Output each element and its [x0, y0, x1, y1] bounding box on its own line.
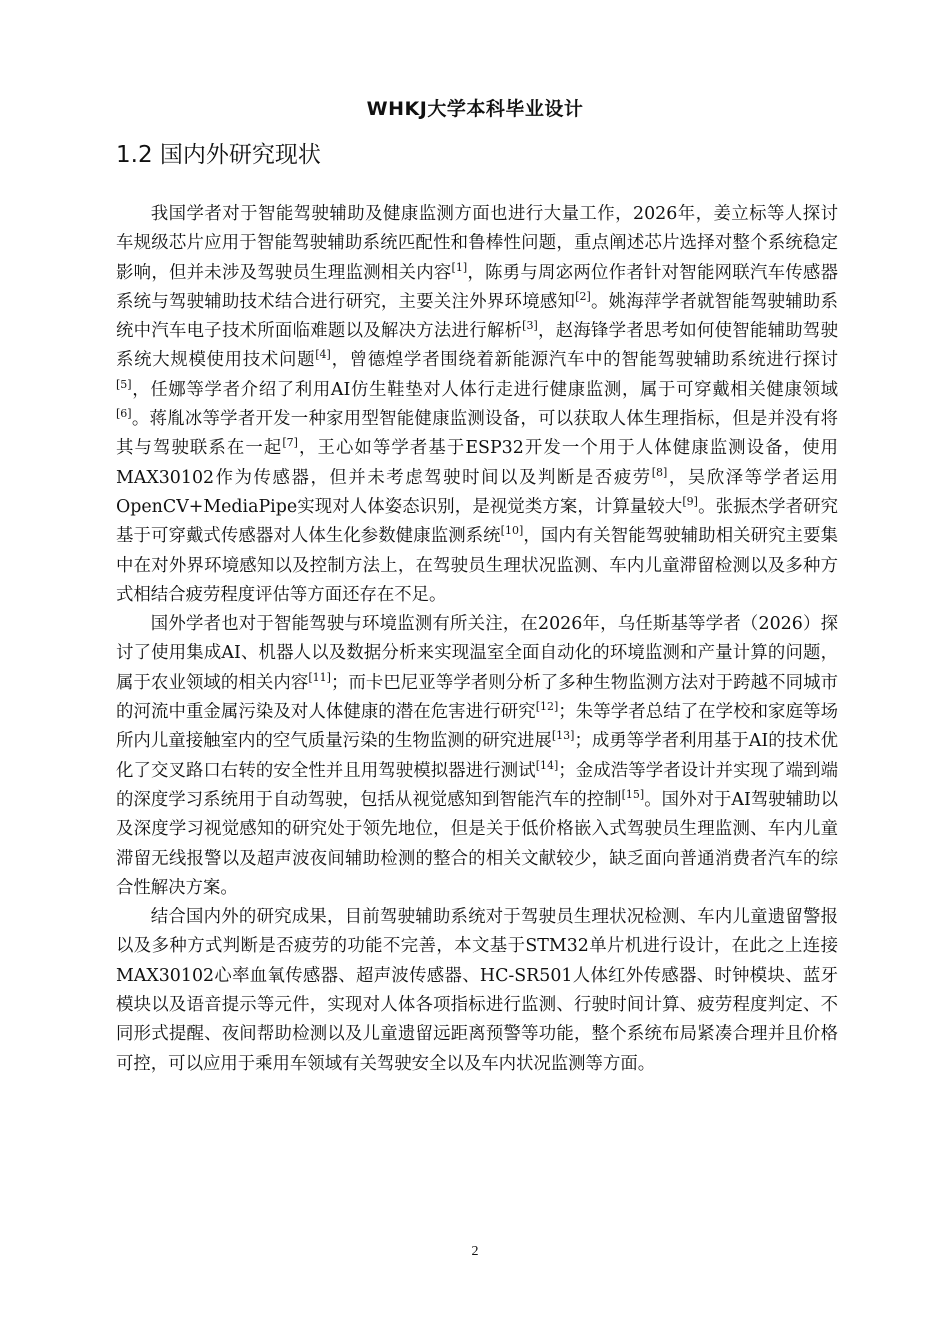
citation-ref: [4]: [315, 348, 331, 362]
paragraph-text: 。国外对于AI驾驶辅助以及深度学习视觉感知的研究处于领先地位，但是关于低价格嵌入式驾驶员生理监测、车内儿童滞留无线报警以及超声波夜间辅助检测的整合的相关文献较少，缺乏面向普通消费者汽车的综合性解决方案。: [116, 789, 838, 898]
paragraph-text: ，陈勇与周宓两位作者针对智能网联汽车传感器系统与驾驶辅助技术结合进行研究，主要关注外界环境感知: [116, 262, 838, 312]
paragraph-text: 。蒋胤冰等学者开发一种家用型智能健康监测设备，可以获取人体生理指标，但是并没有将其与驾驶联系在一起: [116, 409, 838, 459]
paragraph-text: ，国内有关智能驾驶辅助相关研究主要集中在对外界环境感知以及控制方法上，在驾驶员生理状况监测、车内儿童滞留检测以及多种方式相结合疲劳程度评估等方面还存在不足。: [116, 526, 838, 605]
citation-ref: [13]: [551, 729, 575, 743]
paragraph-text: ，王心如等学者基于ESP32开发一个用于人体健康监测设备，使用MAX30102作为传感器，但并未考虑驾驶时间以及判断是否疲劳: [116, 438, 838, 488]
paragraph-summary: [116, 903, 838, 1079]
citation-ref: [15]: [621, 788, 645, 802]
paragraph-text: ，曾德煌学者围绕着新能源汽车中的智能驾驶辅助系统进行探讨: [330, 350, 838, 371]
paragraph-text: ，吴欣泽等学者运用OpenCV+MediaPipe实现对人体姿态识别，是视觉类方案，计算量较大: [116, 467, 838, 517]
citation-ref: [7]: [282, 436, 298, 450]
paragraph-text: 结合国内外的研究成果，目前驾驶辅助系统对于驾驶员生理状况检测、车内儿童遗留警报以及多种方式判断是否疲劳的功能不完善，本文基于STM32单片机进行设计，在此之上连接MAX30102心率血氧传感器、超声波传感器、HC-SR501人体红外传感器、时钟模块、蓝牙模块以及语音提示等元件，实现对人体各项指标进行监测、行驶时间计算、疲劳程度判定、不同形式提醒、夜间帮助检测以及儿童遗留远距离预警等功能，整个系统布局紧凑合理并且价格可控，可以应用于乘用车领域有关驾驶安全以及车内状况监测等方面。: [116, 907, 838, 1074]
citation-ref: [5]: [116, 377, 132, 391]
body-text: [116, 200, 838, 1079]
paragraph-text: 国外学者也对于智能驾驶与环境监测有所关注，在2026年，乌任斯基等学者（2026）探讨了使用集成AI、机器人以及数据分析来实现温室全面自动化的环境监测和产量计算的问题，属于农业领域的相关内容: [116, 614, 838, 693]
citation-ref: [3]: [522, 319, 538, 333]
running-header: WHKJ大学本科毕业设计: [366, 98, 584, 120]
paragraph-domestic-research: [116, 200, 838, 610]
paragraph-text: ，任娜等学者介绍了利用AI仿生鞋垫对人体行走进行健康监测，属于可穿戴相关健康领域: [131, 379, 838, 400]
paragraph-text: ；朱等学者总结了在学校和家庭等场所内儿童接触室内的空气质量污染的生物监测的研究进展: [116, 702, 838, 752]
paragraph-text: 。张振杰学者研究基于可穿戴式传感器对人体生化参数健康监测系统: [116, 496, 838, 547]
citation-ref: [2]: [575, 290, 591, 304]
paragraph-text: 我国学者对于智能驾驶辅助及健康监测方面也进行大量工作，2026年，姜立标等人探讨车规级芯片应用于智能驾驶辅助系统匹配性和鲁棒性问题，重点阐述芯片选择对整个系统稳定影响，但并未涉及驾驶员生理监测相关内容: [116, 204, 838, 283]
page-number: 2: [471, 1244, 479, 1259]
paragraph-text: ，赵海锋学者思考如何使智能辅助驾驶系统大规模使用技术问题: [116, 321, 838, 371]
paragraph-text: ；金成浩等学者设计并实现了端到端的深度学习系统用于自动驾驶，包括从视觉感知到智能汽车的控制: [116, 760, 838, 810]
citation-ref: [14]: [535, 758, 559, 772]
paragraph-foreign-research: [116, 610, 838, 903]
paragraph-text: ；而卡巴尼亚等学者则分析了多种生物监测方法对于跨越不同城市的河流中重金属污染及对人体健康的潜在危害进行研究: [116, 672, 838, 723]
citation-ref: [11]: [308, 670, 331, 684]
paragraph-text: ；成勇等学者利用基于AI的技术优化了交叉路口右转的安全性并且用驾驶模拟器进行测试: [116, 731, 838, 781]
citation-ref: [1]: [451, 260, 468, 274]
citation-ref: [8]: [651, 465, 668, 479]
citation-ref: [9]: [682, 495, 698, 509]
paragraph-text: 。姚海萍学者就智能驾驶辅助系统中汽车电子技术所面临难题以及解决方法进行解析: [116, 291, 838, 342]
citation-ref: [12]: [535, 700, 559, 714]
section-heading: 1.2 国内外研究现状: [116, 142, 321, 168]
citation-ref: [6]: [116, 407, 132, 421]
citation-ref: [10]: [500, 524, 524, 538]
